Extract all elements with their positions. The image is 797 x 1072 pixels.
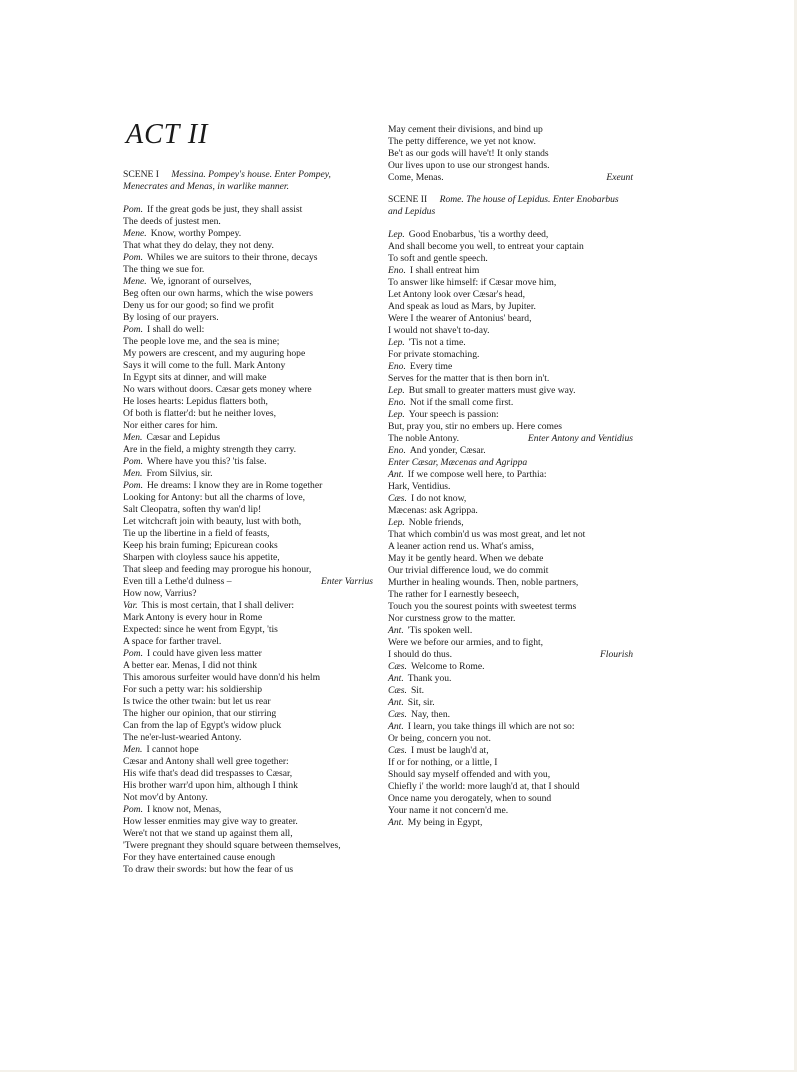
stage-direction: Enter Cæsar, Mæcenas and Agrippa — [388, 457, 528, 468]
verse-line — [123, 408, 373, 420]
line-text: Nor curstness grow to the matter. — [388, 613, 516, 624]
line-text: Can from the lap of Egypt's widow pluck — [123, 720, 282, 731]
verse-line — [388, 733, 633, 745]
verse-line — [388, 505, 633, 517]
verse-line — [123, 492, 373, 504]
line-text: Sit, sir. — [407, 697, 435, 708]
speaker-name: Lep. — [388, 517, 405, 528]
line-text: Our trivial difference loud, we do commit — [388, 565, 549, 576]
line-text: Beg often our own harms, which the wise powers — [123, 288, 313, 299]
line-text: The higher our opinion, that our stirring — [123, 708, 277, 719]
verse-line — [388, 397, 633, 409]
verse-line — [388, 124, 633, 136]
verse-line — [388, 745, 633, 757]
verse-line — [388, 481, 633, 493]
verse-line — [123, 348, 373, 360]
line-text: Know, worthy Pompey. — [150, 228, 242, 239]
speaker-name: Men. — [123, 468, 143, 479]
speaker-name: Pom. — [123, 480, 143, 491]
verse-line — [123, 240, 373, 252]
verse-line — [123, 336, 373, 348]
speaker-name: Cæs. — [388, 745, 407, 756]
line-text: From Silvius, sir. — [146, 468, 213, 479]
verse-line — [388, 493, 633, 505]
verse-line — [123, 660, 373, 672]
line-text: May it be gently heard. When we debate — [388, 553, 544, 564]
verse-line — [388, 553, 633, 565]
line-text: Even till a Lethe'd dulness – — [123, 576, 232, 587]
verse-line — [388, 349, 633, 361]
line-text: Is twice the other twain: but let us rear — [123, 696, 271, 707]
line-text: Hark, Ventidius. — [388, 481, 451, 492]
speaker-name: Eno. — [388, 445, 406, 456]
verse-line — [123, 420, 373, 432]
line-text: Mæcenas: ask Agrippa. — [388, 505, 478, 516]
speaker-name: Ant. — [388, 469, 404, 480]
line-text: Our lives upon to use our strongest hands. — [388, 160, 550, 171]
verse-line — [123, 648, 373, 660]
verse-line — [123, 852, 373, 864]
line-text: Salt Cleopatra, soften thy wan'd lip! — [123, 504, 262, 515]
speaker-name: Ant. — [388, 721, 404, 732]
line-text: I should do thus. — [388, 649, 452, 660]
verse-line — [388, 337, 633, 349]
line-text: Let Antony look over Cæsar's head, — [388, 289, 526, 300]
line-text: This is most certain, that I shall deliver: — [141, 600, 295, 611]
line-text: I would not shave't to-day. — [388, 325, 490, 336]
stage-direction: Exeunt — [606, 172, 633, 183]
verse-line — [388, 136, 633, 148]
verse-lines — [388, 124, 633, 184]
line-text: Are in the field, a mighty strength they carry. — [123, 444, 297, 455]
line-text: Murther in healing wounds. Then, noble partners, — [388, 577, 579, 588]
scene-description: Messina. Pompey's house. Enter Pompey, Menecrates and Menas, in warlike manner. — [123, 169, 331, 192]
verse-line — [123, 672, 373, 684]
verse-line — [388, 385, 633, 397]
line-text: Sharpen with cloyless sauce his appetite, — [123, 552, 280, 563]
line-text: I do not know, — [410, 493, 467, 504]
line-text: Nor either cares for him. — [123, 420, 218, 431]
line-text: Noble friends, — [408, 517, 464, 528]
verse-line — [123, 324, 373, 336]
line-text: Not mov'd by Antony. — [123, 792, 208, 803]
line-text: Expected: since he went from Egypt, 'tis — [123, 624, 278, 635]
verse-line — [123, 732, 373, 744]
verse-line — [388, 541, 633, 553]
line-text: Were I the wearer of Antonius' beard, — [388, 313, 532, 324]
right-column — [388, 124, 633, 829]
stage-direction: Enter Antony and Ventidius — [527, 433, 633, 444]
verse-line — [123, 564, 373, 576]
speaker-name: Pom. — [123, 252, 143, 263]
verse-line — [388, 757, 633, 769]
speaker-name: Eno. — [388, 361, 406, 372]
verse-line — [123, 456, 373, 468]
verse-line — [388, 445, 633, 457]
verse-line — [388, 373, 633, 385]
line-text: Should say myself offended and with you, — [388, 769, 551, 780]
verse-line — [388, 409, 633, 421]
verse-line — [123, 504, 373, 516]
verse-line — [388, 265, 633, 277]
act-title: ACT II — [126, 119, 209, 150]
verse-line — [388, 625, 633, 637]
line-text: I shall entreat him — [409, 265, 480, 276]
line-text: A leaner action rend us. What's amiss, — [388, 541, 534, 552]
verse-line — [388, 469, 633, 481]
speaker-name: Pom. — [123, 324, 143, 335]
line-text: If or for nothing, or a little, I — [388, 757, 498, 768]
verse-line — [388, 793, 633, 805]
line-text: That sleep and feeding may prorogue his honour, — [123, 564, 312, 575]
verse-line — [123, 600, 373, 612]
line-text: Touch you the sourest points with sweetest terms — [388, 601, 577, 612]
verse-line — [123, 372, 373, 384]
stage-direction: Flourish — [599, 649, 633, 660]
line-text: No wars without doors. Cæsar gets money where — [123, 384, 312, 395]
scene-heading — [123, 169, 373, 193]
line-text: Or being, concern you not. — [388, 733, 491, 744]
line-text: The ne'er-lust-wearied Antony. — [123, 732, 242, 743]
verse-line — [123, 396, 373, 408]
line-text: We, ignorant of ourselves, — [150, 276, 252, 287]
speaker-name: Cæs. — [388, 685, 407, 696]
verse-line — [123, 756, 373, 768]
scene-number: SCENE II — [388, 194, 428, 205]
line-text: I shall do well: — [146, 324, 205, 335]
line-text: Welcome to Rome. — [410, 661, 485, 672]
line-text: Chiefly i' the world: more laugh'd at, that I should — [388, 781, 580, 792]
line-text: Were't not that we stand up against them all, — [123, 828, 293, 839]
line-text: I learn, you take things ill which are not so: — [407, 721, 575, 732]
verse-line — [123, 792, 373, 804]
line-text: Not if the small come first. — [409, 397, 514, 408]
line-text: Come, Menas. — [388, 172, 444, 183]
speaker-name: Pom. — [123, 804, 143, 815]
line-text: But, pray you, stir no embers up. Here comes — [388, 421, 562, 432]
verse-line — [388, 613, 633, 625]
line-text: His wife that's dead did trespasses to Cæsar, — [123, 768, 293, 779]
line-text: May cement their divisions, and bind up — [388, 124, 543, 135]
verse-line — [123, 480, 373, 492]
verse-line — [388, 637, 633, 649]
speaker-name: Lep. — [388, 229, 405, 240]
speaker-name: Lep. — [388, 409, 405, 420]
verse-line — [123, 708, 373, 720]
line-text: A space for farther travel. — [123, 636, 222, 647]
verse-line — [123, 588, 373, 600]
line-text: He dreams: I know they are in Rome together — [146, 480, 323, 491]
verse-line — [123, 204, 373, 216]
line-text: Sit. — [410, 685, 425, 696]
line-text: He loses hearts: Lepidus flatters both, — [123, 396, 268, 407]
verse-line — [388, 253, 633, 265]
line-text: But small to greater matters must give way. — [408, 385, 576, 396]
left-column — [123, 120, 373, 876]
verse-line — [388, 313, 633, 325]
line-text: Your speech is passion: — [408, 409, 499, 420]
verse-line — [388, 289, 633, 301]
verse-line — [123, 312, 373, 324]
verse-line — [388, 709, 633, 721]
verse-line — [388, 517, 633, 529]
verse-line — [388, 277, 633, 289]
verse-line — [388, 325, 633, 337]
line-text: I could have given less matter — [146, 648, 262, 659]
line-text: That which combin'd us was most great, and let not — [388, 529, 586, 540]
verse-line — [123, 612, 373, 624]
line-text: This amorous surfeiter would have donn'd his helm — [123, 672, 321, 683]
verse-line — [123, 804, 373, 816]
line-text: To draw their swords: but how the fear of us — [123, 864, 294, 875]
verse-line — [388, 241, 633, 253]
line-text: Of both is flatter'd: but he neither loves, — [123, 408, 277, 419]
line-text: Every time — [409, 361, 453, 372]
verse-line — [123, 516, 373, 528]
verse-line — [388, 589, 633, 601]
verse-line — [388, 601, 633, 613]
line-text: Once name you derogately, when to sound — [388, 793, 552, 804]
line-text: And speak as loud as Mars, by Jupiter. — [388, 301, 536, 312]
speaker-name: Mene. — [123, 228, 147, 239]
line-text: Were we before our armies, and to fight, — [388, 637, 544, 648]
verse-line — [123, 828, 373, 840]
verse-line — [388, 817, 633, 829]
line-text: Your name it not concern'd me. — [388, 805, 509, 816]
speaker-name: Pom. — [123, 456, 143, 467]
line-text: Keep his brain fuming; Epicurean cooks — [123, 540, 278, 551]
verse-line — [123, 540, 373, 552]
verse-line — [123, 864, 373, 876]
line-text: A better ear. Menas, I did not think — [123, 660, 258, 671]
verse-line — [123, 228, 373, 240]
verse-line — [123, 840, 373, 852]
verse-lines — [123, 204, 373, 876]
line-text: To answer like himself: if Cæsar move him, — [388, 277, 557, 288]
line-text: Mark Antony is every hour in Rome — [123, 612, 263, 623]
line-text: How now, Varrius? — [123, 588, 197, 599]
line-text: And yonder, Cæsar. — [409, 445, 486, 456]
line-text: His brother warr'd upon him, although I think — [123, 780, 298, 791]
verse-line — [388, 361, 633, 373]
verse-line — [123, 780, 373, 792]
speaker-name: Cæs. — [388, 493, 407, 504]
line-text: The deeds of justest men. — [123, 216, 221, 227]
scene-number: SCENE I — [123, 169, 159, 180]
verse-line — [388, 565, 633, 577]
verse-line — [388, 769, 633, 781]
speaker-name: Pom. — [123, 204, 143, 215]
line-text: And shall become you well, to entreat your captain — [388, 241, 584, 252]
line-text: The noble Antony. — [388, 433, 460, 444]
line-text: The thing we sue for. — [123, 264, 205, 275]
line-text: To soft and gentle speech. — [388, 253, 488, 264]
verse-line — [123, 576, 373, 588]
verse-line — [123, 432, 373, 444]
speaker-name: Cæs. — [388, 661, 407, 672]
line-text: Whiles we are suitors to their throne, decays — [146, 252, 318, 263]
verse-line — [123, 264, 373, 276]
verse-line — [123, 216, 373, 228]
verse-line — [388, 661, 633, 673]
line-text: For private stomaching. — [388, 349, 480, 360]
line-text: Deny us for our good; so find we profit — [123, 300, 274, 311]
verse-line — [123, 276, 373, 288]
line-text: The rather for I earnestly beseech, — [388, 589, 520, 600]
speaker-name: Men. — [123, 432, 143, 443]
speaker-name: Ant. — [388, 817, 404, 828]
verse-line — [123, 360, 373, 372]
verse-line — [388, 685, 633, 697]
line-text: My powers are crescent, and my auguring hope — [123, 348, 306, 359]
line-text: Cæsar and Lepidus — [146, 432, 220, 443]
speaker-name: Ant. — [388, 673, 404, 684]
line-text: Nay, then. — [410, 709, 451, 720]
verse-line — [388, 148, 633, 160]
speaker-name: Eno. — [388, 265, 406, 276]
verse-line — [388, 721, 633, 733]
line-text: I cannot hope — [146, 744, 199, 755]
line-text: Let witchcraft join with beauty, lust with both, — [123, 516, 302, 527]
line-text: By losing of our prayers. — [123, 312, 219, 323]
line-text: If the great gods be just, they shall assist — [146, 204, 303, 215]
verse-line — [388, 529, 633, 541]
speaker-name: Eno. — [388, 397, 406, 408]
line-text: That what they do delay, they not deny. — [123, 240, 274, 251]
line-text: Good Enobarbus, 'tis a worthy deed, — [408, 229, 549, 240]
line-text: My being in Egypt, — [407, 817, 483, 828]
verse-line — [388, 421, 633, 433]
verse-line — [123, 528, 373, 540]
speaker-name: Men. — [123, 744, 143, 755]
speaker-name: Ant. — [388, 697, 404, 708]
verse-line — [388, 577, 633, 589]
line-text: Serves for the matter that is then born in't. — [388, 373, 550, 384]
verse-line — [123, 300, 373, 312]
speaker-name: Cæs. — [388, 709, 407, 720]
scene-description: Rome. The house of Lepidus. Enter Enobarbus and Lepidus — [388, 194, 619, 217]
verse-line — [123, 684, 373, 696]
line-text: 'Tis spoken well. — [407, 625, 473, 636]
speaker-name: Var. — [123, 600, 138, 611]
line-text: For such a petty war: his soldiership — [123, 684, 263, 695]
verse-line — [123, 444, 373, 456]
verse-line — [388, 649, 633, 661]
verse-line — [388, 433, 633, 445]
line-text: 'Tis not a time. — [408, 337, 466, 348]
verse-line — [123, 468, 373, 480]
verse-line — [388, 229, 633, 241]
line-text: Where have you this? 'tis false. — [146, 456, 267, 467]
line-text: Be't as our gods will have't! It only stands — [388, 148, 549, 159]
scene-heading — [388, 194, 633, 218]
verse-line — [123, 744, 373, 756]
line-text: In Egypt sits at dinner, and will make — [123, 372, 267, 383]
speaker-name: Pom. — [123, 648, 143, 659]
verse-line — [388, 805, 633, 817]
verse-line — [123, 252, 373, 264]
speaker-name: Lep. — [388, 337, 405, 348]
line-text: Thank you. — [407, 673, 452, 684]
speaker-name: Mene. — [123, 276, 147, 287]
speaker-name: Lep. — [388, 385, 405, 396]
line-text: Looking for Antony: but all the charms of love, — [123, 492, 305, 503]
verse-line — [123, 552, 373, 564]
line-text: The petty difference, we yet not know. — [388, 136, 536, 147]
verse-line — [123, 696, 373, 708]
verse-line — [388, 301, 633, 313]
line-text: For they have entertained cause enough — [123, 852, 276, 863]
verse-line — [123, 816, 373, 828]
stage-direction: Enter Varrius — [321, 576, 373, 587]
verse-line — [388, 457, 633, 469]
line-text: 'Twere pregnant they should square between themselves, — [123, 840, 341, 851]
verse-line — [123, 768, 373, 780]
verse-line — [123, 288, 373, 300]
verse-line — [123, 624, 373, 636]
line-text: Cæsar and Antony shall well gree together: — [123, 756, 289, 767]
verse-line — [123, 384, 373, 396]
line-text: The people love me, and the sea is mine; — [123, 336, 280, 347]
line-text: Tie up the libertine in a field of feasts, — [123, 528, 270, 539]
verse-line — [388, 781, 633, 793]
verse-line — [388, 697, 633, 709]
line-text: Says it will come to the full. Mark Antony — [123, 360, 286, 371]
line-text: If we compose well here, to Parthia: — [407, 469, 547, 480]
line-text: I know not, Menas, — [146, 804, 222, 815]
verse-line — [123, 720, 373, 732]
speaker-name: Ant. — [388, 625, 404, 636]
verse-line — [123, 636, 373, 648]
line-text: I must be laugh'd at, — [410, 745, 489, 756]
verse-line — [388, 673, 633, 685]
verse-lines — [388, 229, 633, 829]
verse-line — [388, 160, 633, 172]
verse-line — [388, 172, 633, 184]
line-text: How lesser enmities may give way to greater. — [123, 816, 298, 827]
